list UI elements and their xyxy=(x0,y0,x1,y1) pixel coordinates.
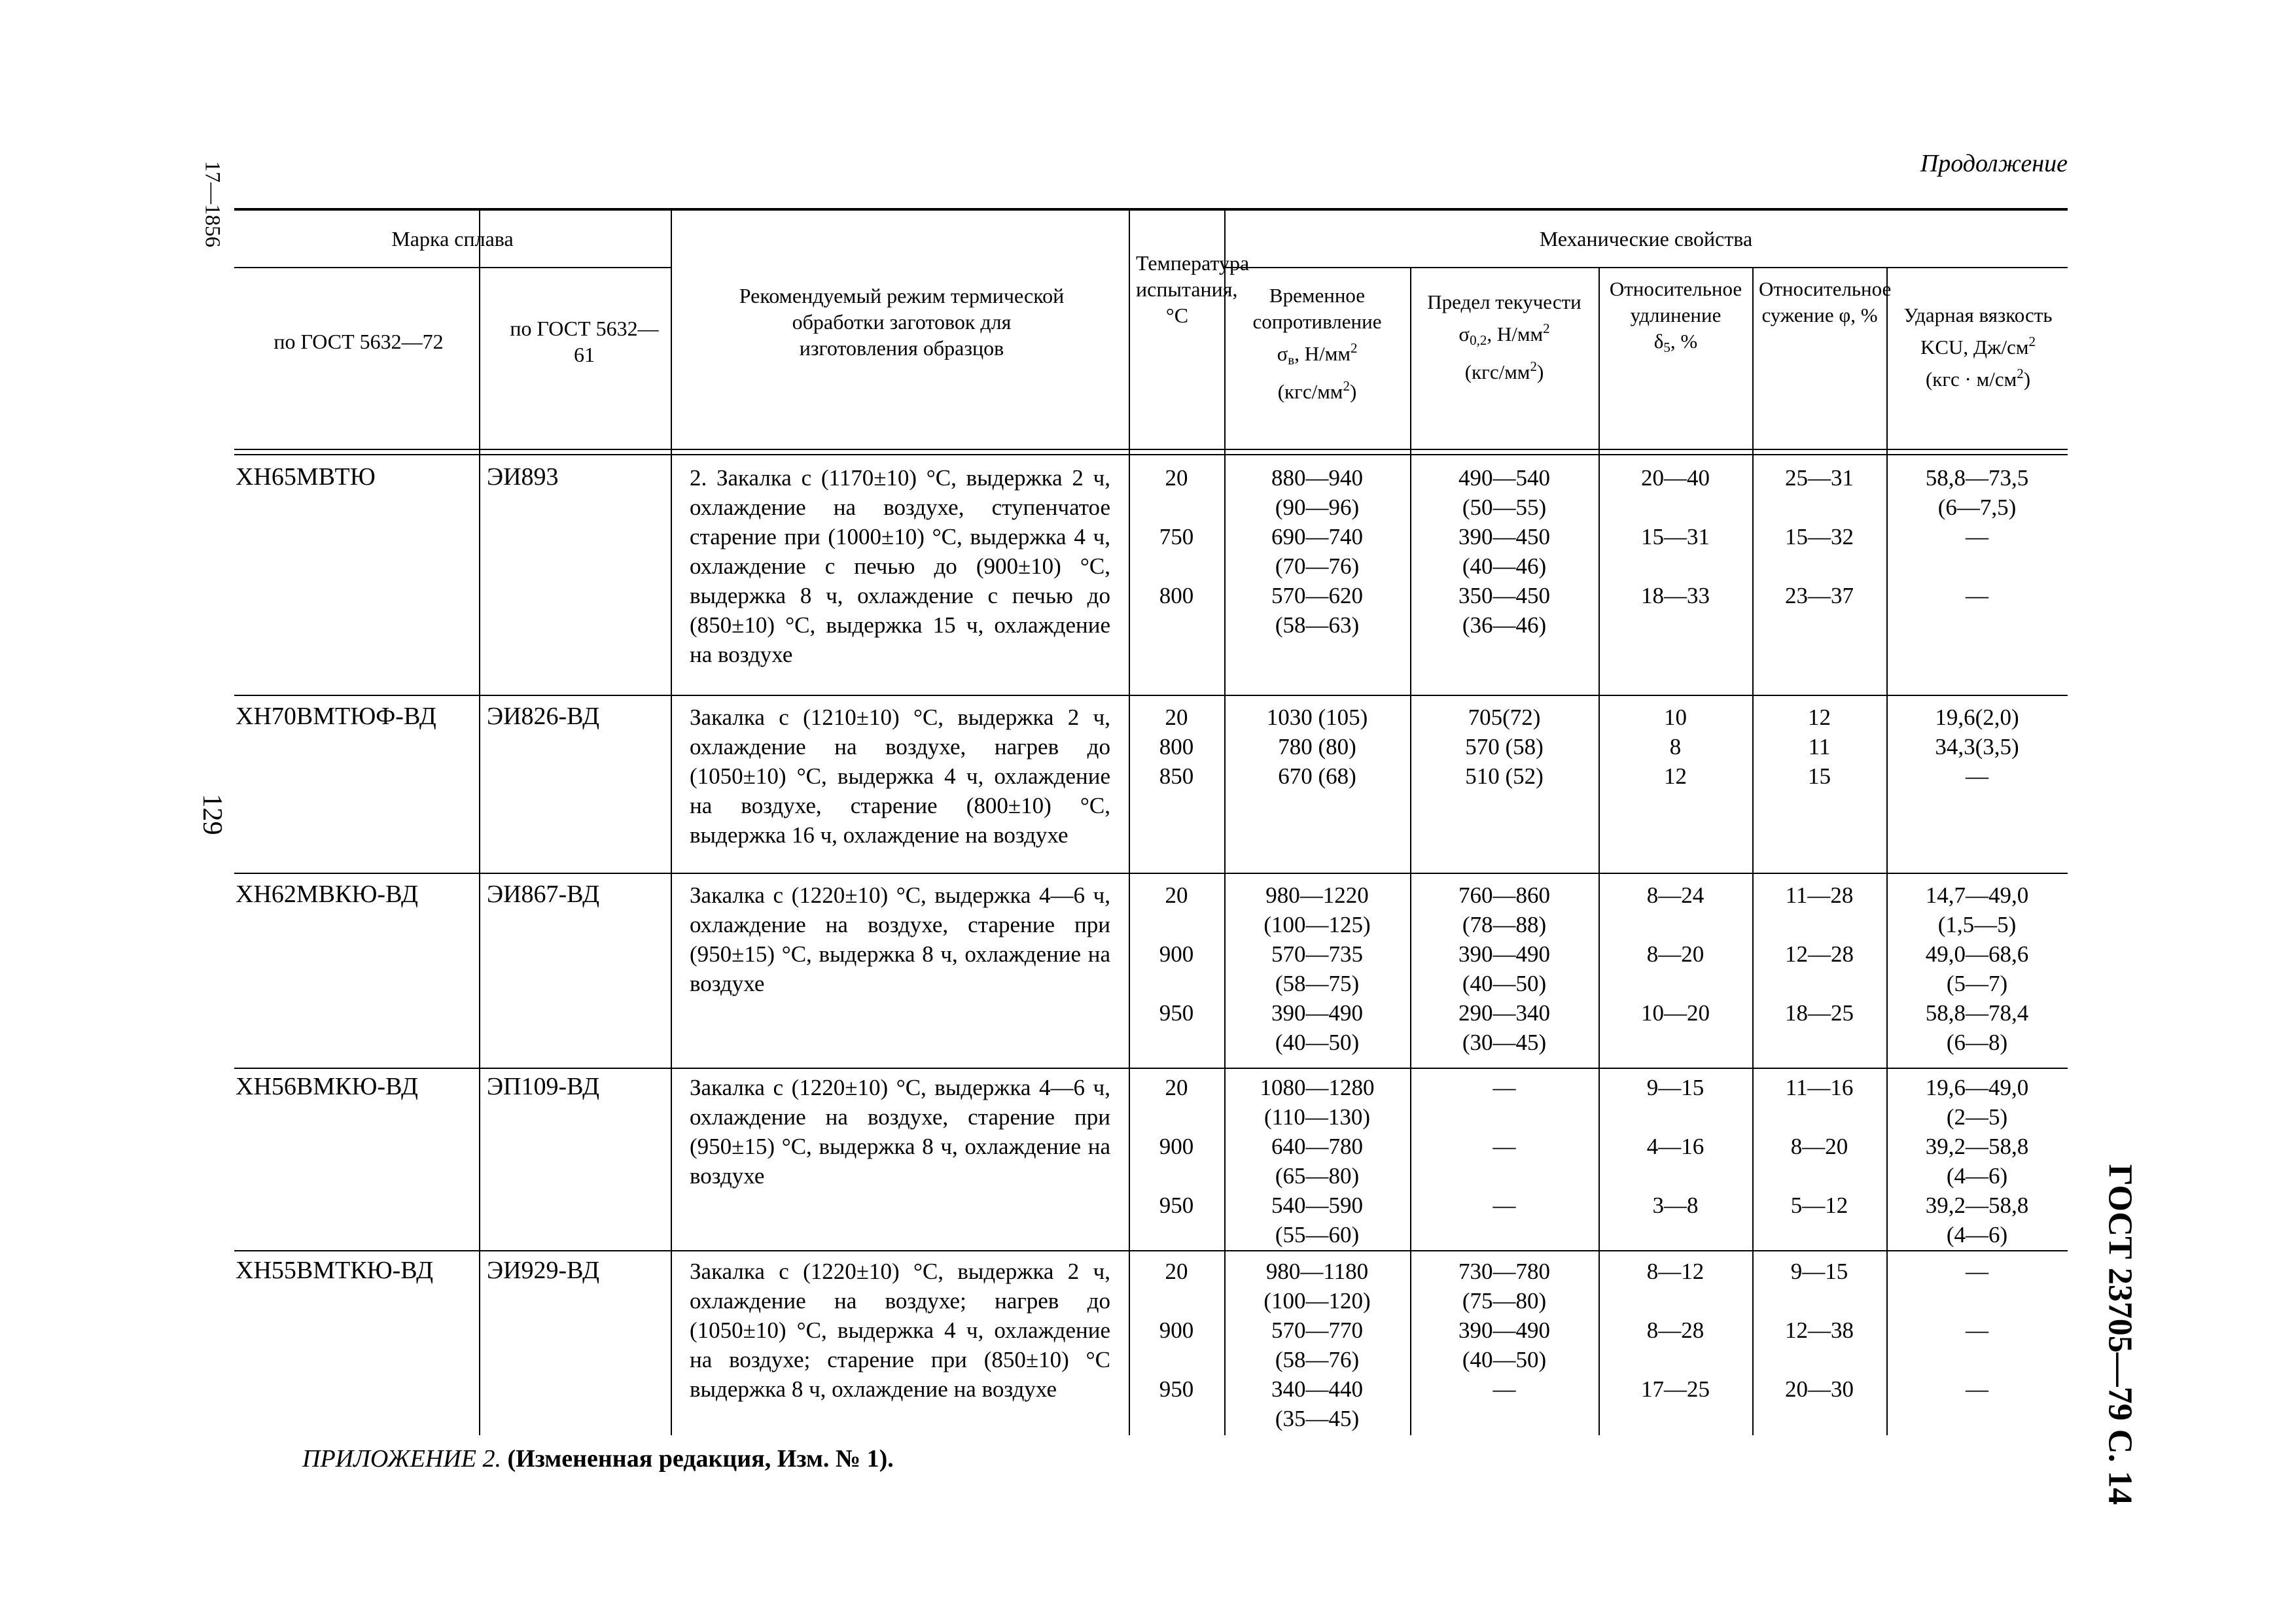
header-elongation xyxy=(1603,276,1748,360)
row-divider xyxy=(234,1068,2068,1069)
cell-tensile: 980—1220 (100—125) 570—735 (58—75) 390—490 (40—50) xyxy=(1263,882,1371,1055)
side-page-number-text: 129 xyxy=(197,794,227,835)
cell-grade-new: ХН70ВМТЮФ-ВД xyxy=(236,703,436,730)
cell-yield: — — — xyxy=(1492,1075,1516,1218)
header-impact xyxy=(1893,302,2063,393)
header-elongation-sub: 5 xyxy=(1663,340,1670,355)
header-elongation-main: Относительное удлинение xyxy=(1609,277,1742,326)
cell-elongation: 20—40 15—31 18—33 xyxy=(1641,465,1710,608)
header-tensile-alt: (кгс/мм xyxy=(1277,380,1343,403)
cell-grade-old: ЭП109-ВД xyxy=(487,1073,600,1100)
cell-yield: 760—860 (78—88) 390—490 (40—50) 290—340 (30—45) xyxy=(1458,882,1550,1055)
header-yield-alt-sup: 2 xyxy=(1530,358,1537,374)
cell-grade-new: ХН56ВМКЮ-ВД xyxy=(236,1073,418,1100)
cell-yield: 730—780 (75—80) 390—490 (40—50) — xyxy=(1458,1259,1550,1402)
header-tensile-main: Временное сопротивление xyxy=(1252,284,1382,333)
header-yield-unit: , Н/мм xyxy=(1487,323,1544,345)
cell-grade-new: ХН55ВМТКЮ-ВД xyxy=(236,1257,434,1284)
cell-contraction: 11—28 12—28 18—25 xyxy=(1785,882,1854,1026)
cell-temp: 20 750 800 xyxy=(1159,465,1194,608)
header-impact-close: ) xyxy=(2023,368,2031,391)
cell-tensile: 880—940 (90—96) 690—740 (70—76) 570—620 (58—63) xyxy=(1271,465,1363,638)
header-tensile-unit: , Н/мм xyxy=(1294,342,1351,365)
cell-impact: 19,6(2,0) 34,3(3,5) — xyxy=(1935,705,2019,789)
cell-mode: Закалка с (1220±10) °С, выдержка 4—6 ч, охлаждение на воздухе, старение при (950±15) °С, выдержка 8 ч, охлаждение на воздухе xyxy=(690,1075,1110,1189)
footnote xyxy=(302,1444,894,1473)
header-impact-alt: (кгс · м/см xyxy=(1925,368,2017,391)
header-yield-main: Предел текучести xyxy=(1427,290,1581,313)
continued-label: Продолжение xyxy=(1920,150,2068,177)
header-tensile-sup: 2 xyxy=(1350,340,1358,356)
cell-mode: Закалка с (1220±10) °С, выдержка 4—6 ч, охлаждение на воздухе, старение при (950±15) °С, выдержка 8 ч, охлаждение на воздухе xyxy=(690,882,1110,996)
cell-temp: 20 900 950 xyxy=(1159,882,1194,1026)
header-mode: Рекомендуемый режим термической обработки заготовок для изготовления образцов xyxy=(739,284,1065,360)
cell-impact: 14,7—49,0 (1,5—5) 49,0—68,6 (5—7) 58,8—78,4 (6—8) xyxy=(1925,882,2029,1055)
row-divider xyxy=(234,695,2068,696)
footnote-amendment: (Измененная редакция, Изм. № 1). xyxy=(507,1445,894,1473)
header-contraction: Относительное сужение φ, % xyxy=(1759,277,1892,326)
cell-temp: 20 900 950 xyxy=(1159,1075,1194,1218)
cell-contraction: 9—15 12—38 20—30 xyxy=(1785,1259,1854,1402)
header-tensile-sym: σ xyxy=(1277,342,1288,365)
side-gost-label-text: ГОСТ 23705—79 С. 14 xyxy=(2101,1164,2139,1505)
header-tensile xyxy=(1229,283,1405,405)
cell-grade-old: ЭИ893 xyxy=(487,463,559,491)
cell-grade-old: ЭИ826-ВД xyxy=(487,703,600,730)
header-yield-close: ) xyxy=(1536,360,1544,383)
cell-mode: 2. Закалка с (1170±10) °С, выдержка 2 ч, охлаждение на воздухе, ступенчатое старение при (1000±10) °С, выдержка 4 ч, охлаждение с печью до (900±10) °С, выдержка 8 ч, охлаждение с печью до (850±10) °С, выдержка 15 ч, охлаждение на воздухе xyxy=(690,465,1110,667)
cell-grade-old: ЭИ867-ВД xyxy=(487,881,600,908)
cell-grade-new: ХН65МВТЮ xyxy=(236,463,376,491)
header-yield-alt: (кгс/мм xyxy=(1464,360,1530,383)
header-gost-old: по ГОСТ 5632—61 xyxy=(510,317,659,366)
cell-tensile: 1030 (105) 780 (80) 670 (68) xyxy=(1266,705,1368,789)
cell-elongation: 8—24 8—20 10—20 xyxy=(1641,882,1710,1026)
header-yield-sup: 2 xyxy=(1543,321,1550,336)
header-tensile-sub: в xyxy=(1288,352,1295,368)
row-divider xyxy=(234,1250,2068,1251)
cell-impact: 58,8—73,5 (6—7,5) — — xyxy=(1925,465,2029,608)
cell-contraction: 12 11 15 xyxy=(1808,705,1831,789)
properties-table xyxy=(234,208,2068,1435)
side-code-text: 17—1856 xyxy=(200,161,224,247)
cell-yield: 705(72) 570 (58) 510 (52) xyxy=(1465,705,1544,789)
cell-impact: 19,6—49,0 (2—5) 39,2—58,8 (4—6) 39,2—58,8 (4—6) xyxy=(1925,1075,2029,1248)
cell-yield: 490—540 (50—55) 390—450 (40—46) 350—450 (36—46) xyxy=(1458,465,1550,638)
cell-mode: Закалка с (1210±10) °С, выдержка 2 ч, охлаждение на воздухе, нагрев до (1050±10) °С, выдержка 4 ч, охлаждение на воздухе, старение (800±10) °С, выдержка 16 ч, охлаждение на воздухе xyxy=(690,705,1110,848)
cell-tensile: 980—1180 (100—120) 570—770 (58—76) 340—440 (35—45) xyxy=(1263,1259,1371,1431)
header-tensile-close: ) xyxy=(1349,380,1357,403)
header-impact-alt-sup: 2 xyxy=(2017,366,2024,381)
header-subline xyxy=(234,267,671,268)
header-elongation-unit: , % xyxy=(1670,330,1698,353)
header-mech: Механические свойства xyxy=(1539,227,1753,251)
cell-temp: 20 900 950 xyxy=(1159,1259,1194,1402)
cell-elongation: 10 8 12 xyxy=(1664,705,1687,789)
row-divider xyxy=(234,873,2068,874)
header-elongation-sym: δ xyxy=(1653,330,1664,353)
cell-impact: — — — xyxy=(1966,1259,1988,1402)
header-tensile-alt-sup: 2 xyxy=(1343,378,1350,394)
cell-contraction: 11—16 8—20 5—12 xyxy=(1785,1075,1854,1218)
header-temp: Температура испытания, °С xyxy=(1136,251,1250,327)
header-impact-main: Ударная вязкость KCU, Дж/см xyxy=(1903,304,2053,358)
footnote-appendix: ПРИЛОЖЕНИЕ 2. xyxy=(302,1445,501,1473)
header-grade: Марка сплава xyxy=(391,227,514,251)
header-gost-new: по ГОСТ 5632—72 xyxy=(274,330,444,353)
header-double-rule xyxy=(234,449,2068,455)
header-yield-sub: 0,2 xyxy=(1470,332,1487,348)
cell-elongation: 9—15 4—16 3—8 xyxy=(1646,1075,1704,1218)
cell-contraction: 25—31 15—32 23—37 xyxy=(1785,465,1854,608)
cell-grade-old: ЭИ929-ВД xyxy=(487,1257,600,1284)
header-yield xyxy=(1415,289,1593,385)
header-yield-sym: σ xyxy=(1458,323,1470,345)
header-subline xyxy=(1224,267,2068,268)
cell-grade-new: ХН62МВКЮ-ВД xyxy=(236,881,418,908)
col-divider xyxy=(1224,211,1226,1435)
col-divider xyxy=(671,211,672,1435)
col-divider xyxy=(1129,211,1130,1435)
col-divider xyxy=(479,211,480,1435)
cell-elongation: 8—12 8—28 17—25 xyxy=(1641,1259,1710,1402)
cell-mode: Закалка с (1220±10) °С, выдержка 2 ч, охлаждение на воздухе; нагрев до (1050±10) °С, выдержка 4 ч, охлаждение на воздухе; старение при (850±10) °С выдержка 8 ч, охлаждение на воздухе xyxy=(690,1259,1110,1402)
side-gost-label xyxy=(2081,1151,2159,1518)
cell-temp: 20 800 850 xyxy=(1159,705,1194,789)
cell-tensile: 1080—1280 (110—130) 640—780 (65—80) 540—590 (55—60) xyxy=(1260,1075,1375,1248)
header-impact-sup: 2 xyxy=(2028,334,2036,349)
